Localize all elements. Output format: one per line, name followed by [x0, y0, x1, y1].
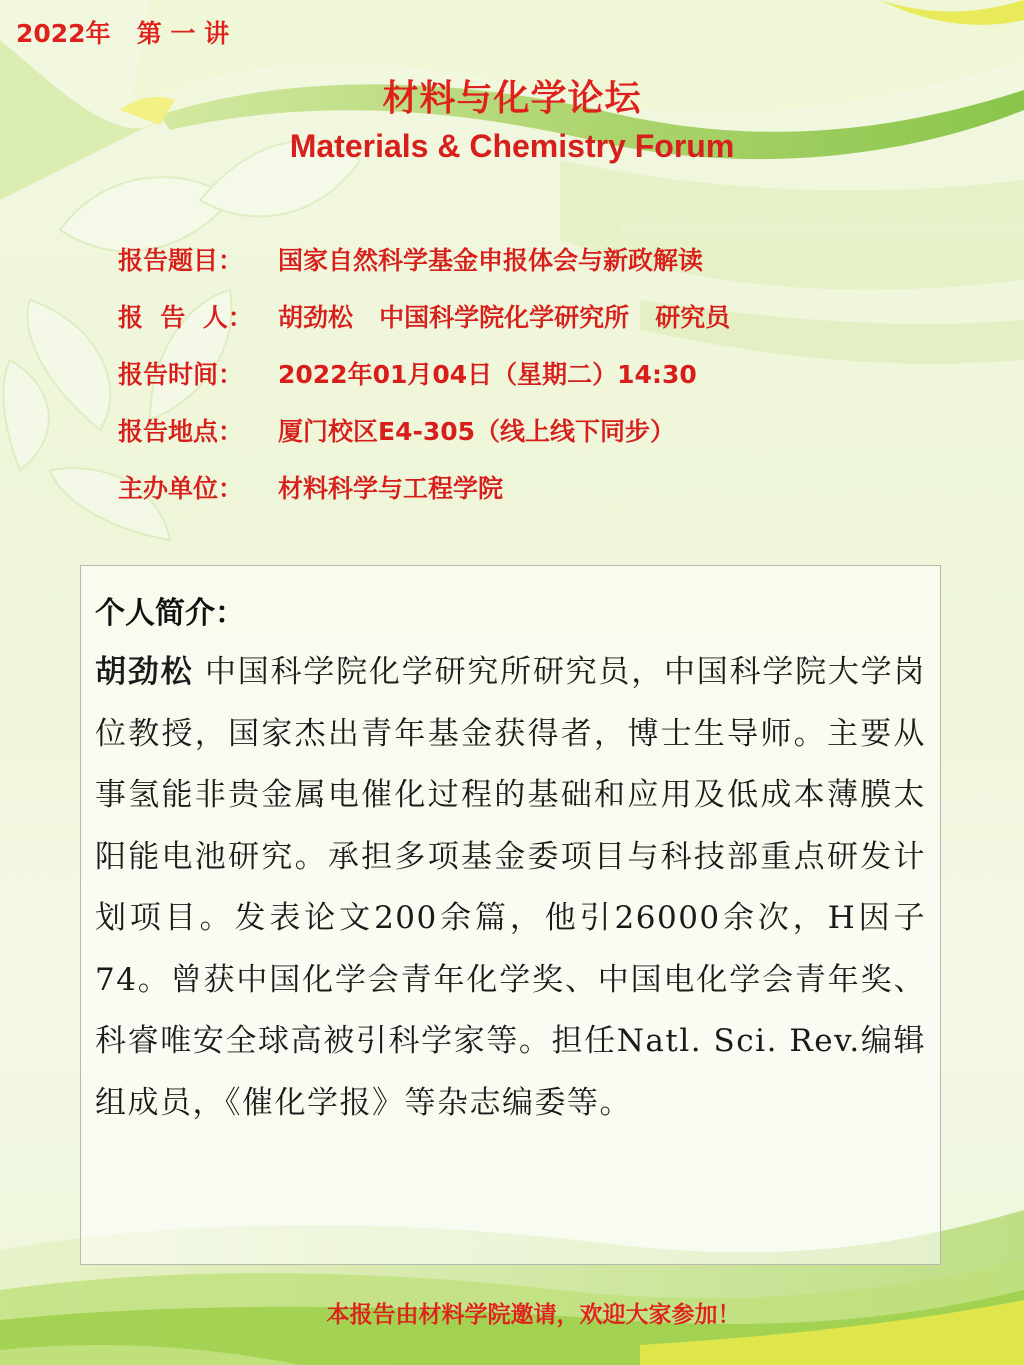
- info-row-host: [118, 458, 730, 515]
- info-row-speaker: [118, 287, 730, 344]
- invitation-note: 本报告由材料学院邀请，欢迎大家参加！: [326, 1302, 741, 1328]
- info-value: 国家自然科学基金申报体会与新政解读: [278, 245, 704, 275]
- lecture-number: 2022年 第 一 讲: [16, 19, 230, 48]
- forum-title-en: Materials & Chemistry Forum: [289, 128, 735, 164]
- info-value: 胡劲松 中国科学院化学研究所 研究员: [278, 302, 731, 332]
- bio-text: [95, 642, 926, 1134]
- info-value: 2022年01月04日（星期二）14:30: [278, 359, 697, 389]
- info-label: 报告时间：: [118, 359, 244, 389]
- forum-title-cn: 材料与化学论坛: [382, 78, 642, 119]
- talk-info: [118, 230, 730, 515]
- info-label: 报告地点：: [118, 416, 244, 446]
- info-label: 报 告 人：: [118, 302, 253, 332]
- info-row-location: [118, 401, 730, 458]
- bio-body: 中国科学院化学研究所研究员，中国科学院大学岗位教授，国家杰出青年基金获得者，博士生导师。主要从事氢能非贵金属电催化过程的基础和应用及低成本薄膜太阳能电池研究。承担多项基金委项目与科技部重点研发计划项目。发表论文200余篇，他引26000余次，H因子74。曾获中国化学会青年化学奖、中国电化学会青年奖、科睿唯安全球高被引科学家等。担任Natl. Sci. Rev.编辑组成员，《催化学报》等杂志编委等。: [95, 654, 926, 1121]
- bio-name: 胡劲松: [95, 654, 194, 690]
- bio-heading: 个人简介：: [95, 596, 245, 631]
- info-value: 材料科学与工程学院: [278, 473, 504, 503]
- info-value: 厦门校区E4-305（线上线下同步）: [278, 416, 676, 446]
- info-label: 主办单位：: [118, 473, 244, 503]
- info-row-topic: [118, 230, 730, 287]
- info-row-time: [118, 344, 730, 401]
- bio-box: [80, 565, 941, 1265]
- info-label: 报告题目：: [118, 245, 244, 275]
